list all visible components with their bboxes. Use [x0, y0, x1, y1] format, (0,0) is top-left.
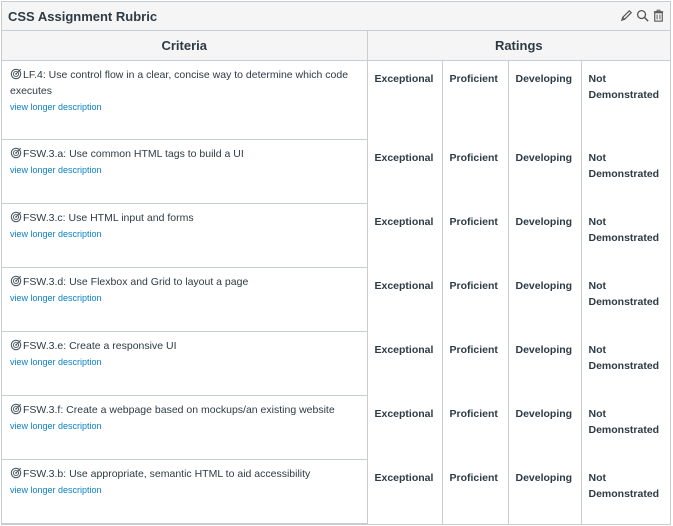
rating-proficient: Proficient: [449, 407, 498, 420]
rating-cell[interactable]: [508, 396, 581, 460]
rating-cell[interactable]: [508, 61, 581, 140]
rubric-panel: [1, 1, 671, 525]
rating-exceptional: Exceptional: [374, 279, 434, 292]
rating-cell[interactable]: [442, 204, 508, 268]
rating-cell[interactable]: [367, 140, 442, 204]
rating-proficient: Proficient: [449, 343, 498, 356]
rating-proficient: Proficient: [449, 471, 498, 484]
rating-proficient: Proficient: [449, 151, 498, 164]
criteria-header: Criteria: [2, 31, 367, 61]
pencil-icon[interactable]: [619, 8, 634, 23]
criterion-text: FSW.3.a: Use common HTML tags to build a UI: [23, 148, 244, 160]
rating-proficient: Proficient: [449, 215, 498, 228]
rating-cell[interactable]: [508, 204, 581, 268]
criterion-cell: [2, 204, 367, 268]
rating-cell[interactable]: [367, 268, 442, 332]
rating-cell[interactable]: [442, 61, 508, 140]
ratings-header: Ratings: [367, 31, 670, 61]
rating-developing: Developing: [515, 279, 573, 292]
rubric-toolbar: [619, 8, 666, 23]
criterion-row: [2, 332, 670, 396]
rating-proficient: Proficient: [449, 279, 498, 292]
rating-cell[interactable]: [442, 396, 508, 460]
rating-cell[interactable]: [581, 204, 670, 268]
criterion-text: FSW.3.f: Create a webpage based on mockups/an existing website: [23, 404, 335, 416]
rating-not-demonstrated: Not Demonstrated: [588, 215, 660, 244]
rating-cell[interactable]: [581, 268, 670, 332]
criterion-cell: [2, 140, 367, 204]
rating-cell[interactable]: [581, 61, 670, 140]
rating-not-demonstrated: Not Demonstrated: [588, 73, 660, 101]
criterion-text: FSW.3.e: Create a responsive UI: [23, 340, 177, 352]
rating-developing: Developing: [515, 151, 573, 164]
criterion-row: [2, 61, 670, 140]
criterion-text: LF.4: Use control flow in a clear, concise way to determine which code executes: [10, 69, 349, 97]
outcome-icon: [10, 339, 22, 351]
rating-cell[interactable]: [367, 332, 442, 396]
rating-proficient: Proficient: [449, 73, 498, 85]
rubric-table: [2, 31, 670, 524]
criterion-cell: [2, 268, 367, 332]
view-longer-description-link[interactable]: view longer description: [10, 102, 102, 112]
criterion-row: [2, 268, 670, 332]
rating-cell[interactable]: [367, 396, 442, 460]
rating-cell[interactable]: [581, 332, 670, 396]
rating-cell[interactable]: [442, 460, 508, 524]
rating-cell[interactable]: [508, 332, 581, 396]
criterion-row: [2, 396, 670, 460]
view-longer-description-link[interactable]: view longer description: [10, 421, 102, 431]
rating-cell[interactable]: [442, 332, 508, 396]
rubric-title: CSS Assignment Rubric: [8, 9, 158, 24]
search-icon[interactable]: [635, 8, 650, 23]
criterion-row: [2, 204, 670, 268]
outcome-icon: [10, 275, 22, 287]
rating-cell[interactable]: [442, 140, 508, 204]
view-longer-description-link[interactable]: view longer description: [10, 165, 102, 175]
rating-not-demonstrated: Not Demonstrated: [588, 471, 660, 500]
criterion-cell: [2, 332, 367, 396]
outcome-icon: [10, 467, 22, 479]
criterion-cell: [2, 396, 367, 460]
rating-not-demonstrated: Not Demonstrated: [588, 343, 660, 372]
rating-exceptional: Exceptional: [374, 343, 434, 356]
view-longer-description-link[interactable]: view longer description: [10, 485, 102, 495]
rating-cell[interactable]: [367, 460, 442, 524]
rating-developing: Developing: [515, 215, 573, 228]
criterion-text: FSW.3.d: Use Flexbox and Grid to layout a page: [23, 276, 249, 288]
rating-developing: Developing: [515, 343, 573, 356]
view-longer-description-link[interactable]: view longer description: [10, 293, 102, 303]
rating-exceptional: Exceptional: [374, 151, 434, 164]
rating-not-demonstrated: Not Demonstrated: [588, 279, 660, 308]
outcome-icon: [10, 147, 22, 159]
view-longer-description-link[interactable]: view longer description: [10, 357, 102, 367]
outcome-icon: [10, 68, 22, 80]
rating-exceptional: Exceptional: [374, 215, 434, 228]
rating-not-demonstrated: Not Demonstrated: [588, 407, 660, 436]
rating-developing: Developing: [515, 471, 573, 484]
rating-not-demonstrated: Not Demonstrated: [588, 151, 660, 180]
rating-exceptional: Exceptional: [374, 407, 434, 420]
criterion-cell: [2, 61, 367, 140]
outcome-icon: [10, 211, 22, 223]
rating-exceptional: Exceptional: [374, 471, 434, 484]
criterion-cell: [2, 460, 367, 524]
header-row: [2, 31, 670, 61]
criterion-text: FSW.3.c: Use HTML input and forms: [23, 212, 194, 224]
criterion-row: [2, 460, 670, 524]
rubric-titlebar: [2, 2, 670, 31]
rating-cell[interactable]: [508, 268, 581, 332]
rating-exceptional: Exceptional: [374, 73, 434, 85]
rating-cell[interactable]: [367, 61, 442, 140]
rating-developing: Developing: [515, 407, 573, 420]
trash-icon[interactable]: [651, 8, 666, 23]
rating-cell[interactable]: [508, 140, 581, 204]
rating-cell[interactable]: [581, 396, 670, 460]
criterion-text: FSW.3.b: Use appropriate, semantic HTML to aid accessibility: [23, 468, 311, 480]
view-longer-description-link[interactable]: view longer description: [10, 229, 102, 239]
rating-cell[interactable]: [581, 140, 670, 204]
rating-cell[interactable]: [508, 460, 581, 524]
rating-cell[interactable]: [442, 268, 508, 332]
rating-developing: Developing: [515, 73, 573, 85]
outcome-icon: [10, 403, 22, 415]
criterion-row: [2, 140, 670, 204]
rating-cell[interactable]: [581, 460, 670, 524]
rating-cell[interactable]: [367, 204, 442, 268]
